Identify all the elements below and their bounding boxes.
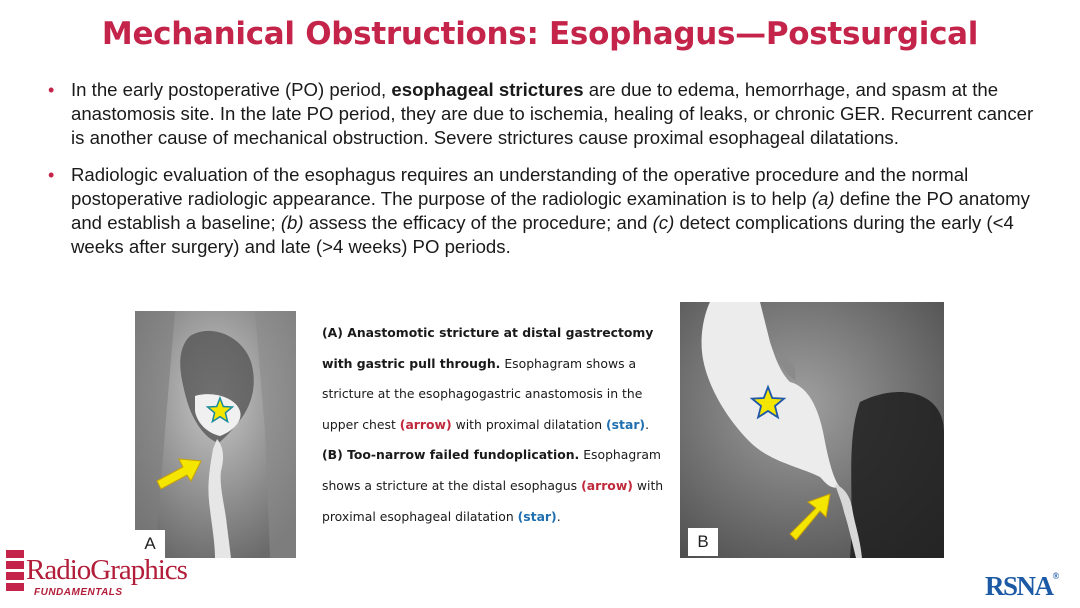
bullet-text: In the early postoperative (PO) period, bbox=[71, 79, 392, 100]
bullet-list bbox=[48, 78, 1048, 271]
caption-b-text: with proximal esophageal dilatation bbox=[322, 477, 664, 524]
bullet-italic-marker: (a) bbox=[811, 187, 835, 209]
rsna-logo bbox=[985, 571, 1058, 602]
image-label-a: A bbox=[135, 530, 165, 558]
radiographics-wordmark: RadioGraphics bbox=[26, 554, 187, 586]
bullet-item bbox=[48, 163, 1048, 260]
bullet-text: detect complications during the early (<4 weeks after surgery) and late (>4 weeks) PO periods. bbox=[71, 212, 1014, 258]
caption-star-term: (star) bbox=[606, 416, 646, 432]
image-label-b: B bbox=[688, 528, 718, 556]
fundamentals-wordmark: FUNDAMENTALS bbox=[34, 587, 123, 598]
bullet-text: Radiologic evaluation of the esophagus requires an understanding of the operative procedure and the normal postoperative radiologic appearance. The purpose of the radiologic examination is to help bbox=[71, 163, 969, 209]
bullet-dot-icon: • bbox=[48, 164, 55, 185]
slide-title: Mechanical Obstructions: Esophagus—Postsurgical bbox=[101, 16, 979, 52]
radiographics-logo bbox=[6, 548, 226, 604]
caption-star-term: (star) bbox=[517, 508, 557, 524]
caption-a-heading: (A) Anastomotic stricture at distal gastrectomy with gastric pull through. bbox=[322, 325, 654, 371]
bullet-item bbox=[48, 78, 1048, 151]
bullet-text: assess the efficacy of the procedure; and bbox=[303, 212, 653, 234]
caption-arrow-term: (arrow) bbox=[581, 477, 633, 493]
bullet-dot-icon: • bbox=[48, 80, 55, 100]
radiograph-b bbox=[680, 302, 944, 558]
bullet-italic-marker: (b) bbox=[280, 212, 304, 234]
registered-mark-icon: ® bbox=[1052, 571, 1058, 581]
caption-b-text: Esophagram shows a stricture at the distal esophagus bbox=[322, 447, 662, 493]
figure-caption bbox=[322, 318, 672, 532]
rsna-wordmark: RSNA bbox=[985, 571, 1053, 601]
bullet-italic-marker: (c) bbox=[652, 212, 675, 234]
bullet-bold-term: esophageal strictures bbox=[391, 79, 584, 100]
logo-bars-icon bbox=[6, 550, 24, 594]
caption-a-text: with proximal dilatation bbox=[451, 416, 606, 432]
caption-a-text: Esophagram shows a stricture at the esophagogastric anastomosis in the upper chest bbox=[322, 355, 643, 432]
radiograph-a bbox=[135, 311, 296, 558]
caption-b-heading: (B) Too-narrow failed fundoplication. bbox=[322, 447, 580, 463]
esophagram-image-a bbox=[135, 311, 296, 558]
bullet-text: are due to edema, hemorrhage, and spasm at the anastomosis site. In the late PO period, they are due to ischemia, healing of leaks, or chronic GER. Recurrent cancer is another cause of mechanical obstruction. Severe strictures cause proximal esophageal dilatations. bbox=[71, 79, 1034, 149]
caption-b-text: . bbox=[556, 508, 561, 524]
bullet-text: define the PO anatomy and establish a baseline; bbox=[71, 187, 1030, 234]
caption-a-text: . bbox=[645, 416, 650, 432]
esophagram-image-b bbox=[680, 302, 944, 558]
caption-arrow-term: (arrow) bbox=[399, 416, 452, 432]
